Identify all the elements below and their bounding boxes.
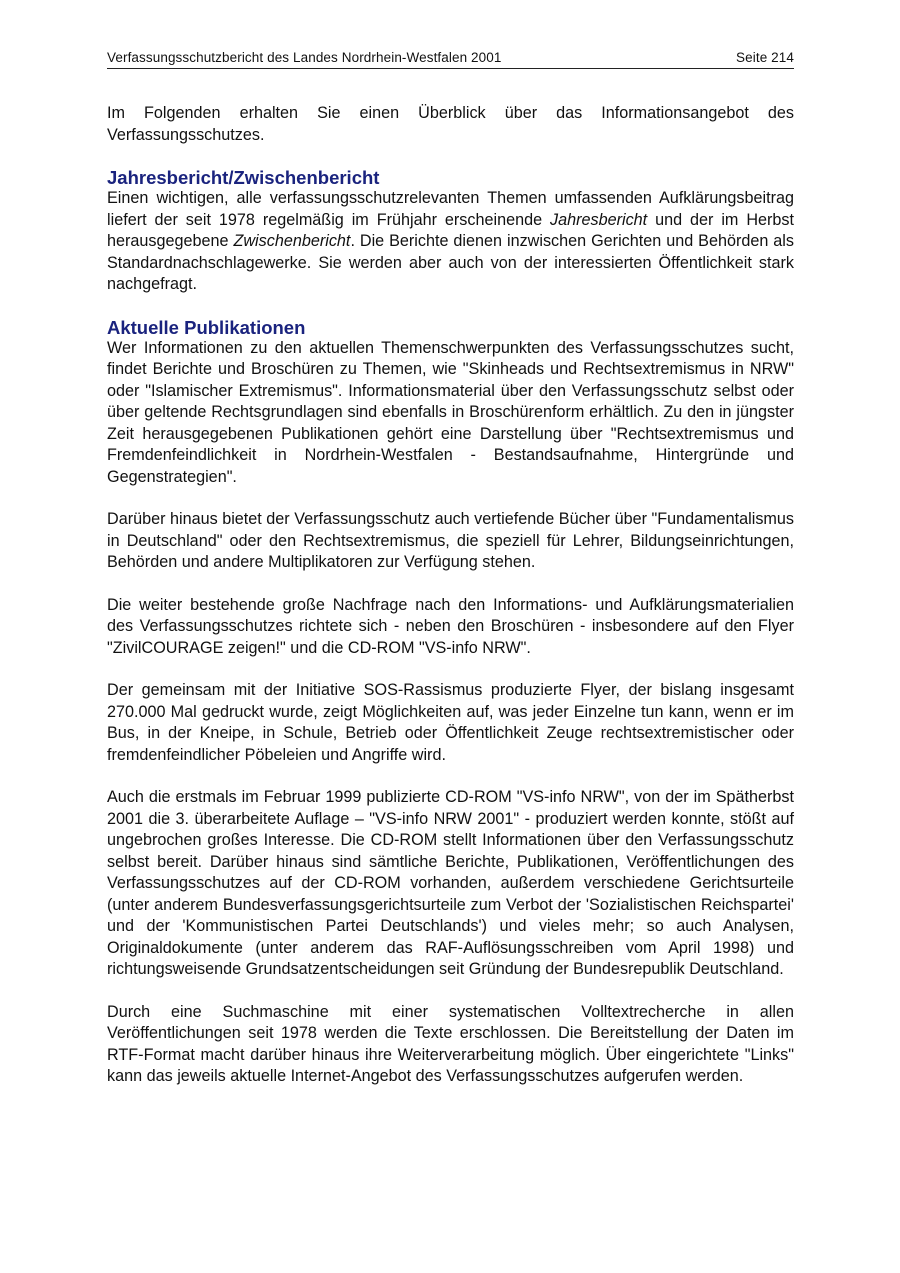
cdrom-paragraph: Auch die erstmals im Februar 1999 publizierte CD-ROM "VS-info NRW", von der im Spätherbst 2001 die 3. überarbeitete Auflage – "VS-info NRW 2001" - produziert werden konnte, stößt auf ungebrochen großes Interesse. Die CD-ROM stellt Informationen über den Verfassungsschutz selbst bereit. Darüber hinaus sind sämtliche Berichte, Publikationen, Veröffentlichungen des Verfassungsschutzes auf der CD-ROM vorhanden, außerdem verschiedene Gerichtsurteile (unter anderem Bundesverfassungsgerichtsurteile zum Verbot der 'Sozialistischen Reichspartei' und der 'Kommunistischen Partei Deutschlands') und vieles mehr; so auch Analysen, Originaldokumente (unter anderem das RAF-Auflösungsschreiben vom April 1998) und richtungsweisende Grundsatzentscheidungen seit Gründung der Bundesrepublik Deutschland.	[107, 788, 794, 978]
buecher-paragraph: Darüber hinaus bietet der Verfassungsschutz auch vertiefende Bücher über "Fundamentalismus in Deutschland" oder den Rechtsextremismus, die speziell für Lehrer, Bildungseinrichtungen, Behörden und andere Multiplikatoren zur Verfügung stehen.	[107, 510, 794, 571]
section-heading-publikationen: Aktuelle Publikationen	[107, 316, 306, 338]
page-number: Seite 214	[736, 50, 794, 65]
nachfrage-paragraph: Die weiter bestehende große Nachfrage nach den Informations- und Aufklärungsmaterialien des Verfassungsschutzes richtete sich - neben den Broschüren - insbesondere auf den Flyer "ZivilCOURAGE zeigen!" und die CD-ROM "VS-info NRW".	[107, 595, 794, 657]
intro-paragraph: Im Folgenden erhalten Sie einen Überblick über das Informationsangebot des Verfassungsschutzes.	[107, 104, 794, 144]
text-run: Einen wichtigen, alle verfassungsschutzrelevanten Themen umfassenden Aufklärungsbeitrag liefert der seit 1978 regelmäßig im Frühjahr erscheinende	[107, 189, 794, 229]
publikationen-paragraph: Wer Informationen zu den aktuellen Themenschwerpunkten des Verfassungsschutzes sucht, findet Berichte und Broschüren zu Themen, wie "Skinheads und Rechtsextremismus in NRW" oder "Islamischer Extremismus". Informationsmaterial über den Verfassungsschutz selbst oder über geltende Rechtsgrundlagen sind ebenfalls in Broschürenform erhältlich. Zu den in jüngster Zeit herausgegebenen Publikationen gehört eine Darstellung über "Rechtsextremismus und Fremdenfeindlichkeit in Nordrhein-Westfalen - Bestandsaufnahme, Hintergründe und Gegenstrategien".	[107, 338, 794, 486]
section-heading-jahresbericht: Jahresbericht/Zwischenbericht	[107, 167, 380, 188]
jahresbericht-paragraph	[107, 188, 794, 296]
page-body	[107, 103, 794, 1088]
suchmaschine-paragraph: Durch eine Suchmaschine mit einer systematischen Volltextrecherche in allen Veröffentlichungen seit 1978 werden die Texte erschlossen. Die Bereitstellung der Daten im RTF-Format macht darüber hinaus ihre Weiterverarbeitung möglich. Über eingerichtete "Links" kann das jeweils aktuelle Internet-Angebot des Verfassungsschutzes aufgerufen werden.	[107, 1002, 794, 1085]
emphasis-jahresbericht: Jahresbericht	[550, 210, 648, 229]
running-header	[107, 50, 794, 69]
emphasis-zwischenbericht: Zwischenbericht	[233, 232, 351, 250]
text-run: . Die Berichte dienen inzwischen Gerichten und Behörden als Standardnachschlagewerke. Sie werden aber auch von der interessierten Öffentlichkeit stark nachgefragt.	[107, 232, 794, 293]
flyer-paragraph: Der gemeinsam mit der Initiative SOS-Rassismus produzierte Flyer, der bislang insgesamt 270.000 Mal gedruckt wurde, zeigt Möglichkeiten auf, was jeder Einzelne tun kann, wenn er im Bus, in der Kneipe, in Schule, Betrieb oder Öffentlichkeit Zeuge rechtsextremistischer oder fremdenfeindlicher Pöbeleien und Angriffe wird.	[107, 681, 794, 764]
text-run: und der im Herbst herausgegebene	[107, 210, 794, 250]
document-page	[107, 50, 794, 1109]
header-title: Verfassungsschutzbericht des Landes Nordrhein-Westfalen 2001	[107, 50, 502, 65]
